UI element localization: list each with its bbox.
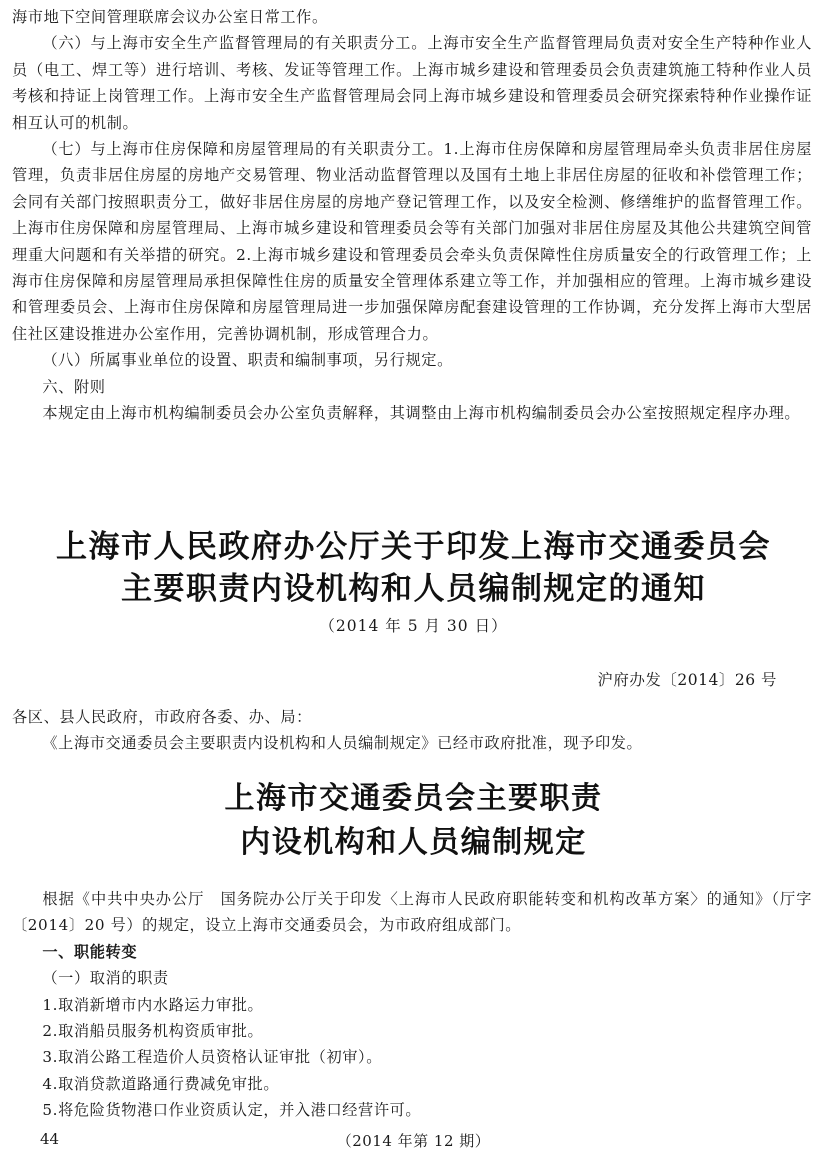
subsection-heading-cancelled: （一）取消的职责 [42, 969, 169, 988]
section-heading-appendix: 六、附则 [42, 377, 106, 396]
issue-label: （2014 年第 12 期） [336, 1132, 491, 1150]
page-number: 44 [40, 1130, 60, 1148]
paragraph-item-6: （六）与上海市安全生产监督管理局的有关职责分工。上海市安全生产监督管理局负责对安全生产特种作业人员（电工、焊工等）进行培训、考核、发证等管理工作。上海市城乡建设和管理委员会负责建筑施工特种作业人员考核和持证上岗管理工作。上海市安全生产监督管理局会同上海市城乡建设和管理委员会研究探索特种作业操作证相互认可的机制。 [12, 34, 812, 132]
list-item: 3.取消公路工程造价人员资格认证审批（初审）。 [42, 1048, 383, 1067]
top-section [12, 4, 812, 427]
notice-body [12, 704, 812, 757]
regulation-intro: 根据《中共中央办公厅 国务院办公厅关于印发〈上海市人民政府职能转变和机构改革方案〉的通知》（厅字〔2014〕20 号）的规定，设立上海市交通委员会，为市政府组成部门。 [12, 890, 812, 935]
regulation-title-line1: 上海市交通委员会主要职责 [224, 781, 603, 816]
notice-title-line2: 主要职责内设机构和人员编制规定的通知 [121, 571, 706, 607]
paragraph-continuation: 海市地下空间管理联席会议办公室日常工作。 [12, 8, 328, 26]
section-heading-functions: 一、职能转变 [42, 942, 138, 961]
paragraph-appendix: 本规定由上海市机构编制委员会办公室负责解释，其调整由上海市机构编制委员会办公室按照规定程序办理。 [42, 404, 801, 423]
notice-addressee: 各区、县人民政府，市政府各委、办、局： [12, 708, 312, 726]
notice-content: 《上海市交通委员会主要职责内设机构和人员编制规定》已经市政府批准，现予印发。 [42, 734, 643, 753]
regulation-body [12, 886, 812, 1124]
document-number: 沪府办发〔2014〕26 号 [597, 671, 777, 689]
list-item: 1.取消新增市内水路运力审批。 [42, 995, 264, 1014]
list-item: 2.取消船员服务机构资质审批。 [42, 1022, 264, 1041]
list-item: 5.将危险货物港口作业资质认定，并入港口经营许可。 [42, 1101, 422, 1120]
paragraph-item-7: （七）与上海市住房保障和房屋管理局的有关职责分工。1.上海市住房保障和房屋管理局牵头负责非居住房屋管理，负责非居住房屋的房地产交易管理、物业活动监督管理以及国有土地上非居住房屋的征收和补偿管理工作；会同有关部门按照职责分工，做好非居住房屋的房地产登记管理工作，以及安全检测、修缮维护的监督管理工作。上海市住房保障和房屋管理局、上海市城乡建设和管理委员会等有关部门加强对非居住房屋及其他公共建筑空间管理重大问题和有关举措的研究。2.上海市城乡建设和管理委员会牵头负责保障性住房质量安全的行政管理工作；上海市住房保障和房屋管理局承担保障性住房的质量安全管理体系建立等工作，并加强相应的管理。上海市城乡建设和管理委员会、上海市住房保障和房屋管理局进一步加强保障房配套建设管理的工作协调，充分发挥上海市大型居住社区建设推进办公室作用，完善协调机制，形成管理合力。 [12, 140, 812, 343]
regulation-title-line2: 内设机构和人员编制规定 [240, 825, 587, 860]
notice-date: （2014 年 5 月 30 日） [319, 617, 508, 635]
list-item: 4.取消贷款道路通行费减免审批。 [42, 1074, 280, 1093]
paragraph-item-8: （八）所属事业单位的设置、职责和编制事项，另行规定。 [42, 351, 453, 370]
notice-title-line1: 上海市人民政府办公厅关于印发上海市交通委员会 [56, 529, 771, 565]
